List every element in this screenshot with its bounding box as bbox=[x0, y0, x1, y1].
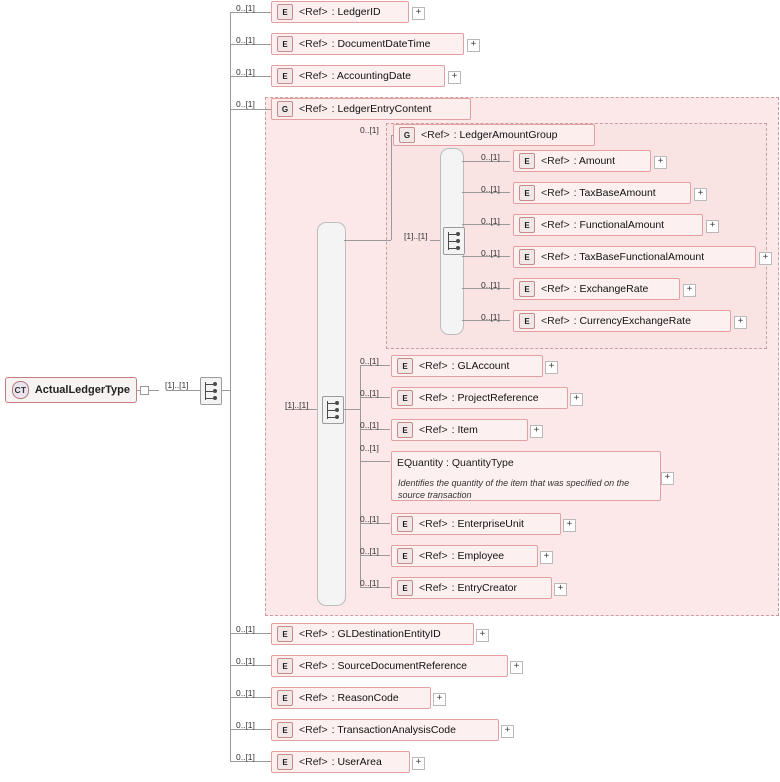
expand-gldestinationentityid[interactable]: + bbox=[476, 629, 489, 642]
cardinality-inner-2: [1]..[1] bbox=[285, 400, 309, 410]
expand-entrycreator[interactable]: + bbox=[554, 583, 567, 596]
ref-label: <Ref> bbox=[299, 6, 328, 18]
expand-amount[interactable]: + bbox=[654, 156, 667, 169]
group-badge: G bbox=[399, 127, 415, 143]
node-reasoncode[interactable] bbox=[271, 687, 431, 709]
node-label: : ExchangeRate bbox=[573, 283, 649, 295]
ref-label: <Ref> bbox=[299, 660, 328, 672]
node-currencyexchangerate[interactable] bbox=[513, 310, 731, 332]
expand-functionalamount[interactable]: + bbox=[706, 220, 719, 233]
element-badge: E bbox=[277, 626, 293, 642]
element-badge: E bbox=[519, 185, 535, 201]
element-badge: E bbox=[277, 36, 293, 52]
ref-label: <Ref> bbox=[299, 692, 328, 704]
node-label: : FunctionalAmount bbox=[573, 219, 665, 231]
node-label: : GLAccount bbox=[451, 360, 510, 372]
expand-transactionanalysiscode[interactable]: + bbox=[501, 725, 514, 738]
cardinality-exchangerate: 0..[1] bbox=[481, 280, 500, 290]
cardinality-employee: 0..[1] bbox=[360, 546, 379, 556]
cardinality-enterpriseunit: 0..[1] bbox=[360, 514, 379, 524]
expand-quantity[interactable]: + bbox=[661, 472, 674, 485]
element-badge: E bbox=[277, 658, 293, 674]
cardinality-entrycreator: 0..[1] bbox=[360, 578, 379, 588]
element-badge: E bbox=[277, 68, 293, 84]
node-projectreference[interactable] bbox=[391, 387, 568, 409]
node-label: : LedgerEntryContent bbox=[331, 103, 432, 115]
node-label: : EnterpriseUnit bbox=[451, 518, 524, 530]
cardinality-ledgerentrycontent: 0..[1] bbox=[236, 99, 255, 109]
element-badge: E bbox=[519, 313, 535, 329]
element-badge: E bbox=[519, 217, 535, 233]
element-badge: E bbox=[397, 358, 413, 374]
element-badge: E bbox=[397, 580, 413, 596]
node-label: : EntryCreator bbox=[451, 582, 517, 594]
node-entrycreator[interactable] bbox=[391, 577, 552, 599]
expand-accountingdate[interactable]: + bbox=[448, 71, 461, 84]
element-badge: E bbox=[277, 690, 293, 706]
node-label: : CurrencyExchangeRate bbox=[573, 315, 691, 327]
node-item[interactable] bbox=[391, 419, 528, 441]
element-badge: E bbox=[397, 457, 405, 469]
ref-label: <Ref> bbox=[421, 129, 450, 141]
node-label: Quantity : QuantityType bbox=[404, 457, 514, 469]
element-badge: E bbox=[397, 516, 413, 532]
cardinality-functionalamount: 0..[1] bbox=[481, 216, 500, 226]
cardinality-userarea: 0..[1] bbox=[236, 752, 255, 762]
cardinality-taxbasefunctionalamount: 0..[1] bbox=[481, 248, 500, 258]
expand-exchangerate[interactable]: + bbox=[683, 284, 696, 297]
expand-glaccount[interactable]: + bbox=[545, 361, 558, 374]
node-label: : TransactionAnalysisCode bbox=[331, 724, 456, 736]
cardinality-taxbaseamount: 0..[1] bbox=[481, 184, 500, 194]
node-documentation: Identifies the quantity of the item that was specified on the source transaction bbox=[398, 478, 630, 501]
ref-label: <Ref> bbox=[299, 70, 328, 82]
element-badge: E bbox=[397, 548, 413, 564]
node-glaccount[interactable] bbox=[391, 355, 543, 377]
root-connector-stub bbox=[140, 386, 149, 395]
cardinality-ledgerid: 0..[1] bbox=[236, 3, 255, 13]
expand-employee[interactable]: + bbox=[540, 551, 553, 564]
node-quantity[interactable] bbox=[391, 451, 661, 501]
node-ledgerentrycontent[interactable] bbox=[271, 98, 471, 120]
node-label: : ReasonCode bbox=[331, 692, 399, 704]
cardinality-amount: 0..[1] bbox=[481, 152, 500, 162]
element-badge: E bbox=[277, 4, 293, 20]
cardinality-documentdatetime: 0..[1] bbox=[236, 35, 255, 45]
node-amount[interactable] bbox=[513, 150, 651, 172]
node-label: : DocumentDateTime bbox=[331, 38, 431, 50]
node-documentdatetime[interactable] bbox=[271, 33, 464, 55]
root-cardinality: [1]..[1] bbox=[165, 380, 189, 390]
element-badge: E bbox=[519, 281, 535, 297]
ref-label: <Ref> bbox=[419, 518, 448, 530]
complex-type-badge: CT bbox=[12, 381, 29, 399]
node-label: : Item bbox=[451, 424, 478, 436]
node-label: : GLDestinationEntityID bbox=[331, 628, 441, 640]
ref-label: <Ref> bbox=[419, 360, 448, 372]
element-badge: E bbox=[397, 422, 413, 438]
node-taxbasefunctionalamount[interactable] bbox=[513, 246, 756, 268]
node-label: : AccountingDate bbox=[331, 70, 411, 82]
ref-label: <Ref> bbox=[419, 424, 448, 436]
node-taxbaseamount[interactable] bbox=[513, 182, 691, 204]
cardinality-gldestinationentityid: 0..[1] bbox=[236, 624, 255, 634]
element-badge: E bbox=[519, 249, 535, 265]
ref-label: <Ref> bbox=[541, 283, 570, 295]
element-badge: E bbox=[277, 754, 293, 770]
sequence-compositor-entrycontent[interactable] bbox=[322, 396, 344, 424]
element-badge: E bbox=[519, 153, 535, 169]
node-label: : UserArea bbox=[331, 756, 382, 768]
cardinality-sourcedocumentreference: 0..[1] bbox=[236, 656, 255, 666]
ref-label: <Ref> bbox=[299, 724, 328, 736]
sequence-compositor-root[interactable] bbox=[200, 377, 222, 405]
expand-userarea[interactable]: + bbox=[412, 757, 425, 770]
ref-label: <Ref> bbox=[541, 187, 570, 199]
node-gldestinationentityid[interactable] bbox=[271, 623, 474, 645]
ref-label: <Ref> bbox=[541, 219, 570, 231]
node-label: : LedgerAmountGroup bbox=[453, 129, 558, 141]
node-label: : ProjectReference bbox=[451, 392, 539, 404]
node-exchangerate[interactable] bbox=[513, 278, 680, 300]
expand-taxbasefunctionalamount[interactable]: + bbox=[759, 252, 772, 265]
expand-enterpriseunit[interactable]: + bbox=[563, 519, 576, 532]
expand-reasoncode[interactable]: + bbox=[433, 693, 446, 706]
root-label: ActualLedgerType bbox=[34, 384, 130, 396]
element-badge: E bbox=[277, 722, 293, 738]
expand-ledgerid[interactable]: + bbox=[412, 7, 425, 20]
expand-item[interactable]: + bbox=[530, 425, 543, 438]
ref-label: <Ref> bbox=[541, 251, 570, 263]
node-employee[interactable] bbox=[391, 545, 538, 567]
cardinality-glaccount: 0..[1] bbox=[360, 356, 379, 366]
cardinality-quantity: 0..[1] bbox=[360, 443, 379, 453]
node-functionalamount[interactable] bbox=[513, 214, 703, 236]
expand-sourcedocumentreference[interactable]: + bbox=[510, 661, 523, 674]
ref-label: <Ref> bbox=[299, 103, 328, 115]
node-accountingdate[interactable] bbox=[271, 65, 445, 87]
node-label: : Amount bbox=[573, 155, 616, 167]
node-label: : TaxBaseFunctionalAmount bbox=[573, 251, 705, 263]
node-sourcedocumentreference[interactable] bbox=[271, 655, 508, 677]
node-userarea[interactable] bbox=[271, 751, 410, 773]
cardinality-projectreference: 0..[1] bbox=[360, 388, 379, 398]
node-enterpriseunit[interactable] bbox=[391, 513, 561, 535]
node-label: : Employee bbox=[451, 550, 505, 562]
cardinality-reasoncode: 0..[1] bbox=[236, 688, 255, 698]
cardinality-accountingdate: 0..[1] bbox=[236, 67, 255, 77]
cardinality-transactionanalysiscode: 0..[1] bbox=[236, 720, 255, 730]
ref-label: <Ref> bbox=[419, 392, 448, 404]
expand-documentdatetime[interactable]: + bbox=[467, 39, 480, 52]
ref-label: <Ref> bbox=[299, 628, 328, 640]
group-badge: G bbox=[277, 101, 293, 117]
ref-label: <Ref> bbox=[299, 38, 328, 50]
cardinality-ledgeramountgroup: 0..[1] bbox=[360, 125, 379, 135]
node-ledgerid[interactable] bbox=[271, 1, 409, 23]
node-label: : LedgerID bbox=[331, 6, 381, 18]
ref-label: <Ref> bbox=[419, 550, 448, 562]
expand-taxbaseamount[interactable]: + bbox=[694, 188, 707, 201]
cardinality-inner-1: [1]..[1] bbox=[404, 231, 428, 241]
ref-label: <Ref> bbox=[299, 756, 328, 768]
cardinality-currencyexchangerate: 0..[1] bbox=[481, 312, 500, 322]
ref-label: <Ref> bbox=[541, 315, 570, 327]
node-ledgeramountgroup[interactable] bbox=[393, 124, 595, 146]
root-complex-type-node[interactable] bbox=[5, 377, 137, 403]
cardinality-item: 0..[1] bbox=[360, 420, 379, 430]
ref-label: <Ref> bbox=[541, 155, 570, 167]
node-transactionanalysiscode[interactable] bbox=[271, 719, 499, 741]
node-label: : TaxBaseAmount bbox=[573, 187, 656, 199]
node-label: : SourceDocumentReference bbox=[331, 660, 468, 672]
expand-currencyexchangerate[interactable]: + bbox=[734, 316, 747, 329]
ref-label: <Ref> bbox=[419, 582, 448, 594]
sequence-compositor-amountgroup[interactable] bbox=[443, 227, 465, 255]
expand-projectreference[interactable]: + bbox=[570, 393, 583, 406]
element-badge: E bbox=[397, 390, 413, 406]
